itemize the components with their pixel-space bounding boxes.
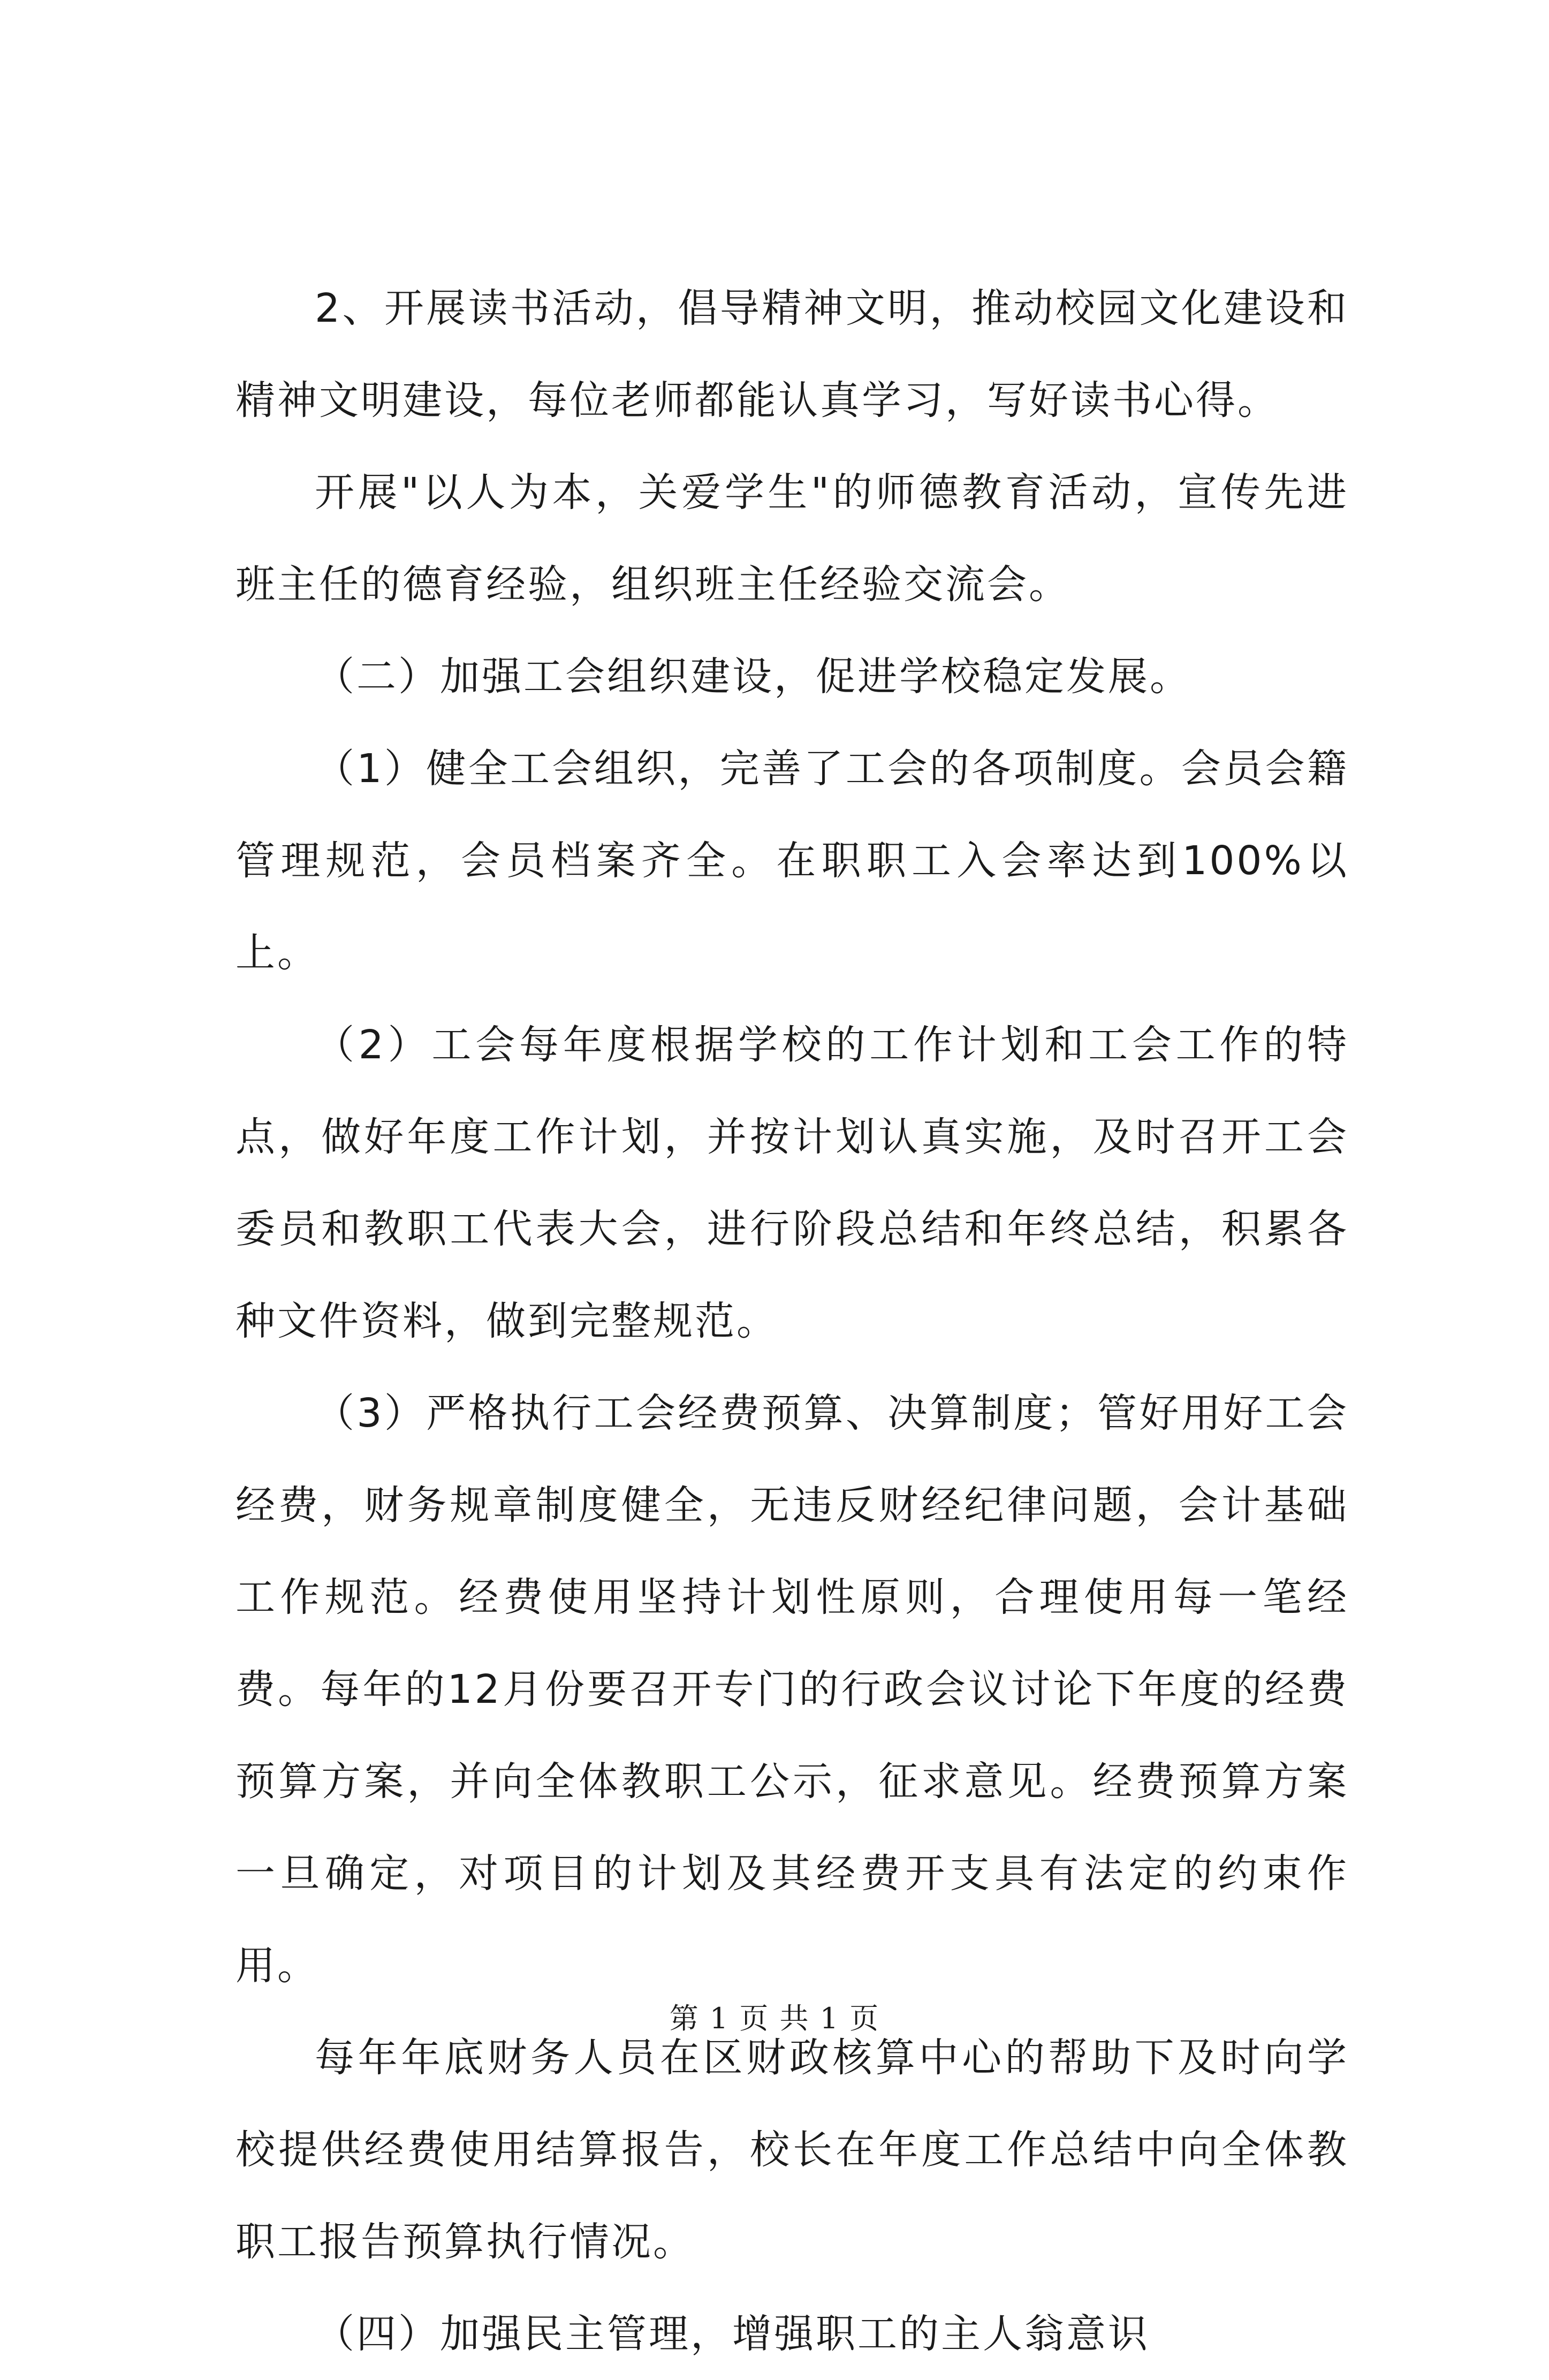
page-footer: 第 1 页 共 1 页 bbox=[669, 2002, 880, 2035]
paragraph-reading-activity: 2、开展读书活动，倡导精神文明，推动校园文化建设和精神文明建设，每位老师都能认真学习，写好读书心得。 bbox=[236, 285, 1349, 423]
paragraph-union-system: （1）健全工会组织，完善了工会的各项制度。会员会籍管理规范，会员档案齐全。在职职工入会率达到100%以上。 bbox=[236, 746, 1349, 976]
section-heading-union-organization: （二）加强工会组织建设，促进学校稳定发展。 bbox=[315, 654, 1191, 700]
paragraph-annual-plan: （2）工会每年度根据学校的工作计划和工会工作的特点，做好年度工作计划，并按计划认真实施，及时召开工会委员和教职工代表大会，进行阶段总结和年终总结，积累各种文件资料，做到完整规范。 bbox=[236, 1022, 1349, 1344]
document-body bbox=[236, 262, 1349, 2380]
paragraph-year-end-report: 每年年底财务人员在区财政核算中心的帮助下及时向学校提供经费使用结算报告，校长在年度工作总结中向全体教职工报告预算执行情况。 bbox=[236, 2035, 1349, 2265]
section-heading-democratic-management: （四）加强民主管理，增强职工的主人翁意识 bbox=[315, 2311, 1150, 2357]
paragraph-teacher-ethics: 开展"以人为本，关爱学生"的师德教育活动，宣传先进班主任的德育经验，组织班主任经验交流会。 bbox=[236, 469, 1349, 608]
paragraph-budget-system: （3）严格执行工会经费预算、决算制度；管好用好工会经费，财务规章制度健全，无违反财经纪律问题，会计基础工作规范。经费使用坚持计划性原则，合理使用每一笔经费。每年的12月份要召开专门的行政会议讨论下年度的经费预算方案，并向全体教职工公示，征求意见。经费预算方案一旦确定，对项目的计划及其经费开支具有法定的约束作用。 bbox=[236, 1390, 1349, 1989]
